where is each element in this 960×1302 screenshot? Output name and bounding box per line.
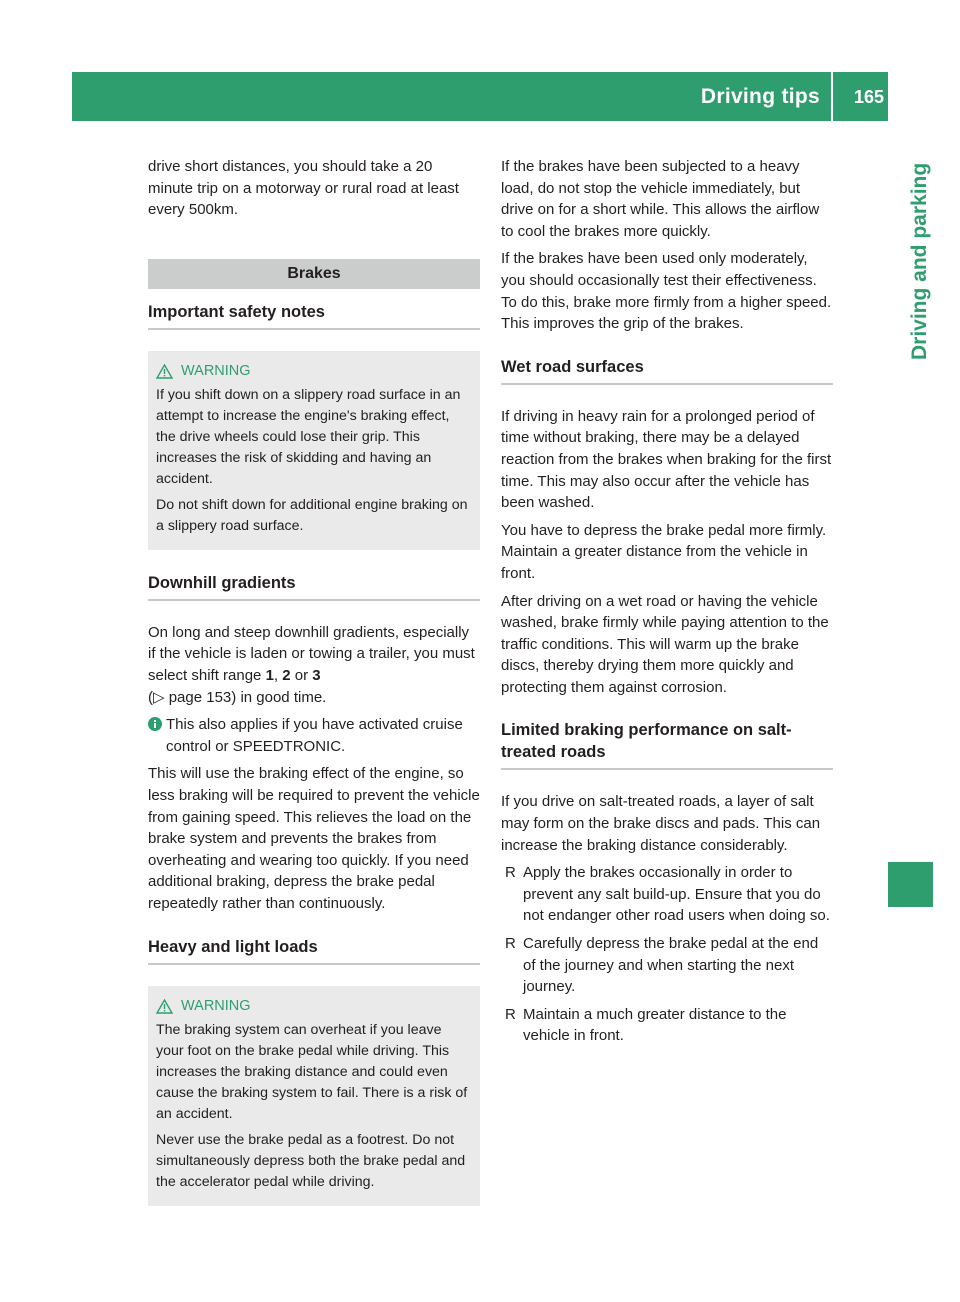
info-icon-wrap [148, 714, 166, 763]
warning-header [156, 361, 472, 382]
salt-paragraph: If you drive on salt-treated roads, a layer of salt may form on the brake discs and pads. This can increase the braking distance considerably. [501, 793, 821, 854]
warning-text: If you shift down on a slippery road surface in an attempt to increase the engine's braking effect, the drive wheels could lose their grip. This increases the risk of skidding and having an accident. [156, 386, 461, 487]
info-icon [148, 717, 162, 731]
list-item [501, 1004, 833, 1047]
shift-range-2: 2 [282, 666, 291, 684]
shift-range-1: 1 [265, 666, 274, 684]
brakes-paragraph: If the brakes have been subjected to a heavy load, do not stop the vehicle immediately, but drive on for a short while. This allows the airflow to cool the brakes more quickly. [501, 158, 820, 240]
warning-text: Do not shift down for additional engine braking on a slippery road surface. [156, 496, 468, 534]
page-reference-icon: ▷ [153, 688, 165, 706]
warning-text: The braking system can overheat if you leave your foot on the brake pedal while driving. This increases the braking distance and could even cause the braking system to fail. There is a risk of an accident. [156, 1021, 468, 1122]
warning-triangle-icon [156, 999, 173, 1014]
bullet-marker: R [505, 1005, 516, 1023]
page-reference-text[interactable]: page 153) in good time. [164, 688, 327, 706]
chapter-title: Driving tips [700, 85, 820, 108]
page-number: 165 [853, 87, 884, 107]
heading-downhill-gradients: Downhill gradients [148, 572, 480, 601]
warning-text: Never use the brake pedal as a footrest. Do not simultaneously depress both the brake pedal and the accelerator pedal while driving. [156, 1131, 466, 1190]
side-tab-label: Driving and parking [908, 162, 931, 360]
downhill-paragraph-2: This will use the braking effect of the engine, so less braking will be required to prevent the vehicle from gaining speed. This relieves the load on the brake system and prevents the brakes from overheating and wearing too quickly. If you need additional braking, depress the brake pedal repeatedly rather than continuously. [148, 765, 480, 912]
warning-box [148, 351, 480, 550]
section-bar-brakes: Brakes [148, 259, 480, 289]
list-item [501, 933, 833, 998]
warning-box [148, 986, 480, 1206]
heading-heavy-light-loads: Heavy and light loads [148, 936, 480, 965]
list-item-text: Apply the brakes occasionally in order to prevent any salt build-up. Ensure that you do not endanger other road users when doing so. [523, 864, 830, 925]
wet-paragraph: After driving on a wet road or having the vehicle washed, brake firmly while paying attention to the traffic conditions. This will warm up the brake discs, thereby drying them more quickly and protecting them against corrosion. [501, 592, 829, 696]
list-item [501, 862, 833, 927]
warning-header [156, 996, 472, 1017]
warning-label: WARNING [181, 997, 251, 1014]
list-item-text: Maintain a much greater distance to the vehicle in front. [523, 1005, 787, 1045]
bullet-marker: R [505, 864, 516, 882]
bullet-marker: R [505, 935, 516, 953]
header-divider [831, 72, 833, 121]
separator: or [290, 666, 313, 684]
right-column [501, 156, 833, 1053]
downhill-paragraph: On long and steep downhill gradients, especially if the vehicle is laden or towing a trailer, you must select shift range 1, 2 or 3 (▷ page 153) in good time. [148, 623, 475, 706]
info-note [148, 714, 480, 763]
heading-important-safety-notes: Important safety notes [148, 301, 480, 330]
separator: , [273, 666, 283, 684]
brakes-paragraph: If the brakes have been used only moderately, you should occasionally test their effectiveness. To do this, brake more firmly from a higher speed. This improves the grip of the brakes. [501, 250, 832, 333]
heading-wet-road-surfaces: Wet road surfaces [501, 356, 833, 385]
list-item-text: Carefully depress the brake pedal at the end of the journey and when starting the next journey. [523, 935, 819, 996]
side-tab-marker [888, 862, 933, 907]
page-header [72, 72, 888, 121]
shift-range-3: 3 [312, 666, 321, 684]
left-column [148, 156, 480, 1228]
wet-paragraph: You have to depress the brake pedal more firmly. Maintain a greater distance from the vehicle in front. [501, 521, 827, 582]
intro-paragraph: drive short distances, you should take a 20 minute trip on a motorway or rural road at least every 500km. [148, 158, 459, 219]
wet-paragraph: If driving in heavy rain for a prolonged period of time without braking, there may be a delayed reaction from the brakes when braking for the first time. This may also occur after the vehicle has been washed. [501, 407, 832, 512]
warning-triangle-icon [156, 364, 173, 379]
heading-salt-treated-roads: Limited braking performance on salt-treated roads [501, 719, 833, 770]
info-text: This also applies if you have activated cruise control or SPEEDTRONIC. [166, 716, 463, 755]
warning-label: WARNING [181, 362, 251, 379]
downhill-text: On long and steep downhill gradients, especially if the vehicle is laden or towing a trailer, you must select shift range [148, 623, 475, 684]
